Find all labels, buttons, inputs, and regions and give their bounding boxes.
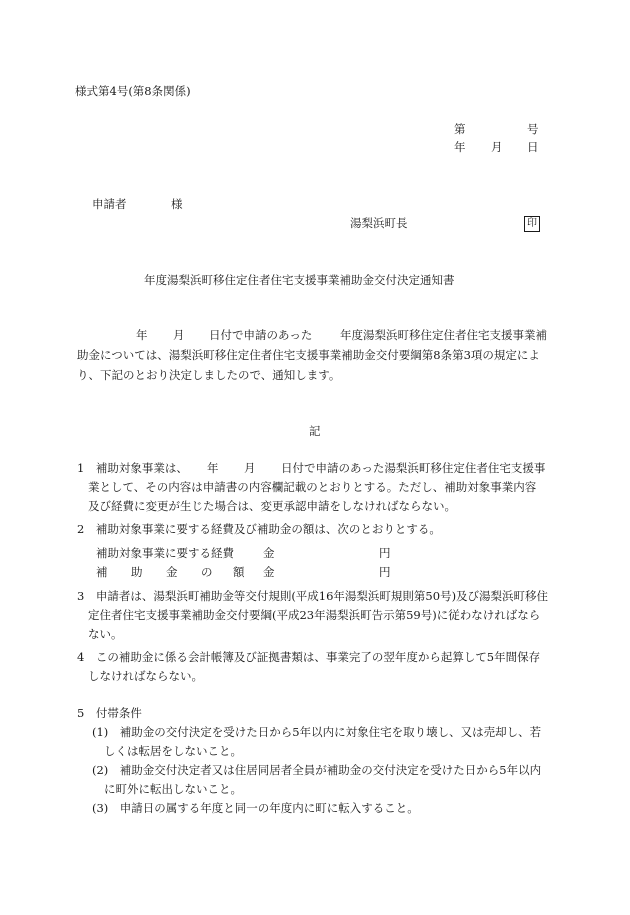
item3-line2: 定住者住宅支援事業補助金交付要綱(平成23年湯梨浜町告示第59号)に従わなければなら (88, 608, 541, 622)
condition3: (3) 申請日の属する年度と同一の年度内に町に転入すること。 (92, 801, 419, 815)
cost-label: 補助対象事業に要する経費 (96, 546, 234, 560)
intro-line1-rest: 日付で申請のあった (209, 328, 313, 342)
item4-line1: 4 この補助金に係る会計帳簿及び証拠書類は、事業完了の翌年度から起算して5年間保存 (77, 650, 541, 664)
date-month: 月 (491, 140, 503, 154)
ki-heading: 記 (309, 424, 321, 438)
item1-line1-head: 1 補助対象事業は、 (77, 461, 188, 475)
intro-line2: 助金については、湯梨浜町移住定住者住宅支援事業補助金交付要綱第8条第3項の規定によ (77, 348, 540, 362)
grant-label-char-4: の (201, 565, 213, 579)
item3-line3: ない。 (88, 627, 123, 641)
intro-year: 年 (136, 328, 148, 342)
issuer-name: 湯梨浜町長 (350, 216, 408, 230)
condition2-line1: (2) 補助金交付決定者又は住居同居者全員が補助金の交付決定を受けた日から5年以内 (92, 763, 542, 777)
grant-yen: 円 (379, 565, 391, 579)
cost-kin: 金 (263, 546, 275, 560)
grant-label-char-3: 金 (166, 565, 178, 579)
document-title: 年度湯梨浜町移住定住者住宅支援事業補助金交付決定通知書 (144, 273, 455, 287)
item4-line2: しなければならない。 (88, 669, 203, 683)
recipient-label: 申請者 (92, 197, 127, 211)
intro-line3: り、下記のとおり決定しましたので、通知します。 (77, 368, 341, 382)
condition1-line1: (1) 補助金の交付決定を受けた日から5年以内に対象住宅を取り壊し、又は売却し、若 (92, 725, 542, 739)
item1-line2: 業として、その内容は申請書の内容欄記載のとおりとする。ただし、補助対象事業内容 (88, 480, 537, 494)
item-2: 2 補助対象事業に要する経費及び補助金の額は、次のとおりとする。 (77, 522, 441, 536)
grant-kin: 金 (263, 565, 275, 579)
item5-heading: 5 付帯条件 (77, 706, 142, 720)
doc-number-dai: 第 (454, 122, 466, 136)
seal-mark: 印 (524, 216, 540, 232)
grant-label-char-2: 助 (131, 565, 143, 579)
date-day: 日 (527, 140, 539, 154)
recipient-honorific: 様 (171, 197, 183, 211)
item1-year: 年 (207, 461, 219, 475)
item1-month: 月 (244, 461, 256, 475)
intro-line1-tail: 年度湯梨浜町移住定住者住宅支援事業補 (340, 328, 547, 342)
cost-yen: 円 (379, 546, 391, 560)
item3-line1: 3 申請者は、湯梨浜町補助金等交付規則(平成16年湯梨浜町規則第50号)及び湯梨浜町移住 (77, 589, 549, 603)
condition1-line2: しくは転居をしないこと。 (104, 744, 242, 758)
item1-line1-tail: 日付で申請のあった湯梨浜町移住定住者住宅支援事 (281, 461, 546, 475)
grant-label-char-1: 補 (96, 565, 108, 579)
item1-line3: 及び経費に変更が生じた場合は、変更承認申請をしなければならない。 (88, 499, 456, 513)
doc-number-go: 号 (527, 122, 539, 136)
form-number: 様式第4号(第8条関係) (75, 84, 191, 98)
grant-label-char-5: 額 (233, 565, 245, 579)
intro-month: 月 (173, 328, 185, 342)
condition2-line2: に町外に転出しないこと。 (104, 782, 242, 796)
date-year: 年 (454, 140, 466, 154)
